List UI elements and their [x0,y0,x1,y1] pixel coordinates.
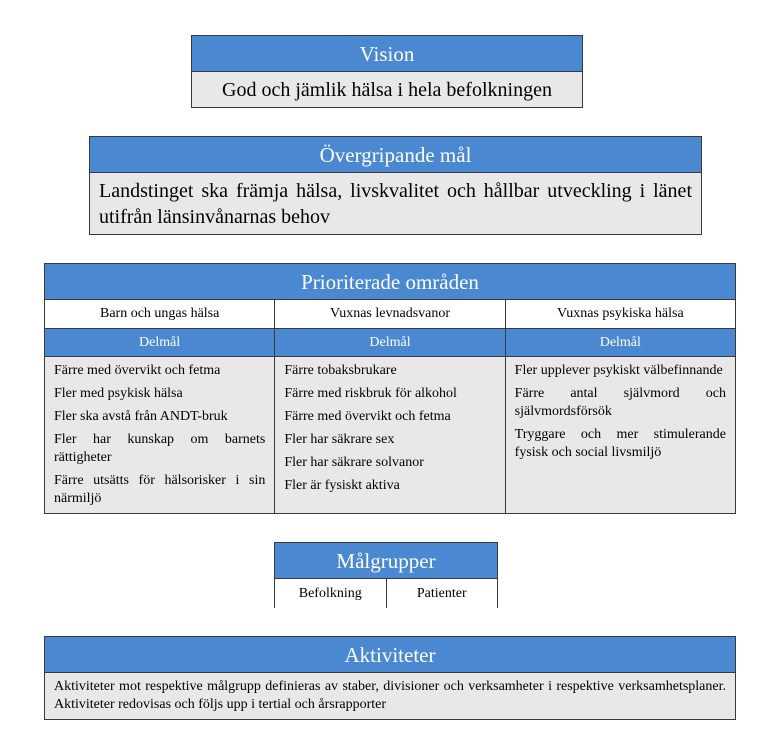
subgoal-item: Fler med psykisk hälsa [54,386,183,401]
vision-box [191,35,583,108]
subgoal-item: Färre med övervikt och fetma [284,409,451,424]
priority-areas-row [45,300,735,329]
target-groups-row [275,579,497,608]
vision-title: Vision [192,36,582,72]
overall-goal-text: Landstinget ska främja hälsa, livskvalitet och hållbar utveckling i länet utifrån länsinvånarnas behov [99,180,692,228]
activities-title: Aktiviteter [45,637,735,673]
subgoal-item: Fler har säkrare sex [284,432,395,447]
subgoal-header: Delmål [45,329,275,356]
area-adult-habits: Vuxnas levnadsvanor [275,300,505,328]
subgoal-item: Fler ska avstå från ANDT-bruk [54,409,228,424]
activities-box [44,636,736,720]
subgoal-header: Delmål [506,329,735,356]
area-children-youth: Barn och ungas hälsa [45,300,275,328]
overall-goal-title: Övergripande mål [90,137,701,173]
subgoal-item: Fler upplever psykiskt välbefinnande [514,363,723,378]
priority-areas-box [44,263,736,514]
subgoal-list-adult-mental-health [506,357,735,514]
target-groups-box [274,542,498,608]
vision-text: God och jämlik hälsa i hela befolkningen [222,79,552,101]
subgoal-item: Fler är fysiskt aktiva [284,478,400,493]
target-group-population: Befolkning [275,579,387,608]
subgoal-item: Färre med riskbruk för alkohol [284,386,457,401]
subgoal-item: Färre med övervikt och fetma [54,363,221,378]
subgoal-header-row [45,329,735,357]
subgoal-item: Färre tobaksbrukare [284,363,397,378]
subgoal-item: Färre utsätts för hälsorisker i sin närmiljö [54,473,266,506]
subgoal-list-adult-habits [275,357,505,514]
target-groups-title: Målgrupper [275,543,497,579]
area-adult-mental-health: Vuxnas psykiska hälsa [556,306,684,321]
target-group-patients: Patienter [416,586,467,601]
priority-areas-title: Prioriterade områden [45,264,735,300]
activities-text: Aktiviteter mot respektive målgrupp definieras av staber, divisioner och verksamheter i respektive verksamhetsplaner. Aktiviteter redovisas och följs upp i tertial och årsrapporter [54,679,726,712]
subgoal-item: Fler har säkrare solvanor [284,455,424,470]
subgoals-row [45,357,735,514]
subgoal-item: Tryggare och mer stimulerande fysisk och social livsmiljö [514,427,726,460]
subgoal-item: Färre antal självmord och självmordsförsök [514,386,726,419]
overall-goal-box [89,136,702,235]
subgoal-list-children-youth [45,357,275,514]
subgoal-header: Delmål [275,329,505,356]
subgoal-item: Fler har kunskap om barnets rättigheter [54,432,266,465]
